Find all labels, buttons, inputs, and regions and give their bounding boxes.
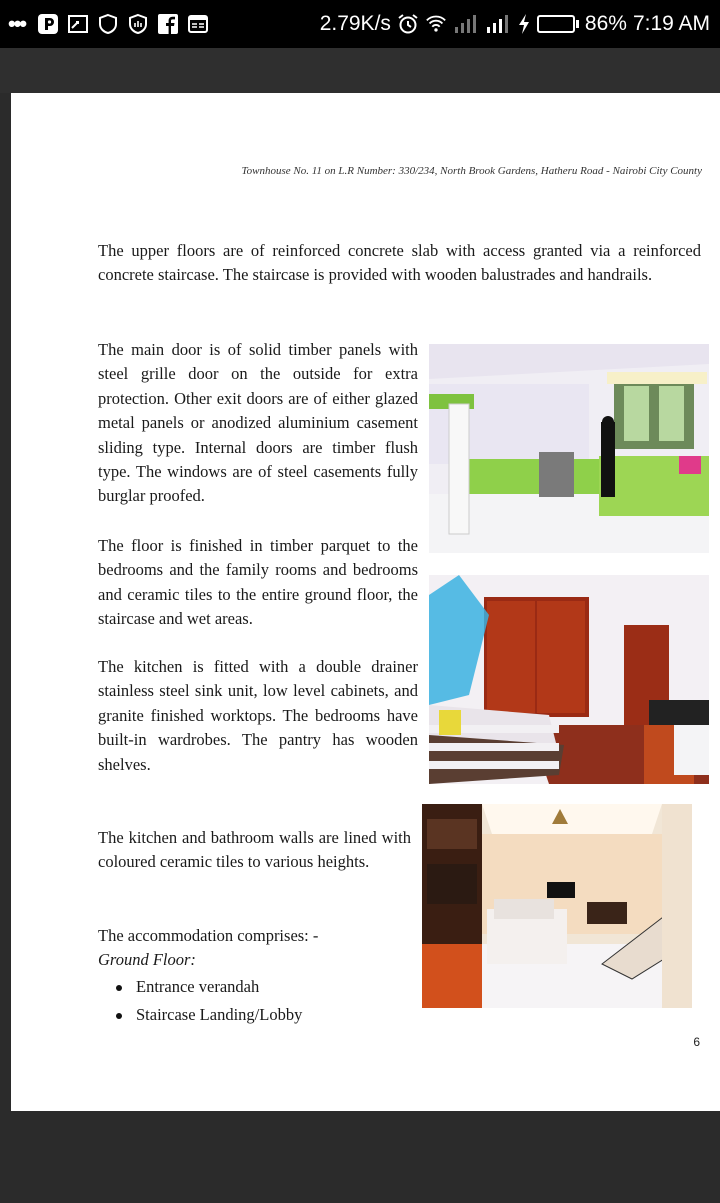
bullet-icon [116,985,122,991]
ground-floor-label: Ground Floor: [98,950,196,970]
p-app-icon [37,13,59,35]
list-item: Entrance verandah [116,974,302,1002]
paragraph-floor-finish: The floor is finished in timber parquet to the bedrooms and the family rooms and bedrooms and ceramic tiles to the entire ground floor, the staircase and wet areas. [98,536,418,629]
list-item: Staircase Landing/Lobby [116,1002,302,1030]
bullet-icon [116,1013,122,1019]
status-bar-notifications [8,0,209,48]
shield-icon [97,13,119,35]
ground-floor-list [116,974,302,1030]
facebook-icon [157,13,179,35]
page-number: 6 [693,1035,700,1049]
running-head: Townhouse No. 11 on L.R Number: 330/234, North Brook Gardens, Hatheru Road - Nairobi City County [241,165,702,177]
living-room-photo [422,804,692,1008]
paragraph-doors-windows: The main door is of solid timber panels with steel grille door on the outside for extra protection. Other exit doors are of either glazed metal panels or anodized aluminium casement sliding type. Internal doors are timber flush type. The windows are of steel casements fully burglar proofed. [98,340,418,506]
battery-percent: 86% [584,12,627,35]
clock-time: 7:19 AM [632,12,710,35]
battery-icon [537,15,579,33]
accommodation-intro: The accommodation comprises: - [98,926,319,945]
network-speed: 2.79K/s [319,12,391,35]
accommodation-block [98,924,411,973]
status-bar [0,0,720,48]
signal-icon-1 [453,13,479,35]
status-bar-system [320,0,710,48]
document-page[interactable] [11,93,720,1111]
more-dots-icon: ••• [8,11,26,36]
wifi-icon [425,13,447,35]
charging-icon [517,13,531,35]
cast-icon [67,13,89,35]
viewer-toolbar [0,48,720,93]
signal-icon-2 [485,13,511,35]
paragraph-upper-floors: The upper floors are of reinforced concrete slab with access granted via a reinforced concrete staircase. The staircase is provided with wooden balustrades and handrails. [98,241,701,285]
paragraph-wall-tiles: The kitchen and bathroom walls are lined with coloured ceramic tiles to various heights. [98,828,411,872]
news-icon [187,13,209,35]
alarm-icon [397,13,419,35]
kitchen-photo [429,344,709,553]
paragraph-kitchen-fittings: The kitchen is fitted with a double drainer stainless steel sink unit, low level cabinets, and granite finished worktops. The bedrooms have built-in wardrobes. The pantry has wooden shelves. [98,657,418,774]
shield-check-icon [127,13,149,35]
bedroom-photo [429,575,709,784]
